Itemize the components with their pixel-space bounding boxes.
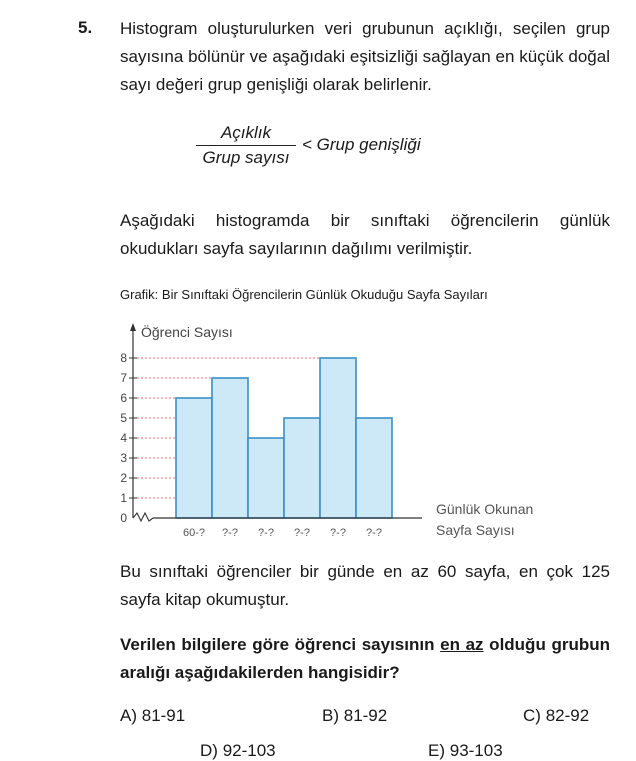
histogram-bar-1 [176,398,212,518]
x-axis-label-line1: Günlük Okunan [436,501,534,517]
y-tick-label-5: 5 [120,411,127,425]
x-tick-label-2: ?-? [222,527,238,539]
y-tick-label-3: 3 [120,451,127,465]
y-tick-label-2: 2 [120,471,127,485]
y-tick-label-6: 6 [120,391,127,405]
answer-letter: D) [200,741,218,760]
question-prompt [120,631,610,687]
fraction [196,122,296,169]
prompt-emphasis: en az [440,635,484,654]
answer-text: 81-91 [141,706,186,725]
x-tick-label-6: ?-? [366,527,382,539]
question-number: 5. [78,18,93,37]
y-axis-arrow [130,323,136,331]
prompt-text-before: Verilen bilgilere göre öğrenci sayısının [120,635,441,654]
y-tick-label-8: 8 [120,351,127,365]
answer-option-e[interactable] [428,741,503,761]
x-tick-label-5: ?-? [330,527,346,539]
histogram-bar-4 [284,418,320,518]
answer-letter: A) [120,706,137,725]
answer-text: 82-92 [545,706,590,725]
x-axis-break [133,513,153,521]
prompt-text-after: olduğu grubun aralığı aşağıdakilerden hangisidir? [120,635,610,682]
answer-option-a[interactable] [120,706,185,726]
y-tick-label-7: 7 [120,371,127,385]
y-tick-label-4: 4 [120,431,127,445]
fraction-denominator: Grup sayısı [202,148,290,167]
histogram-bar-6 [356,418,392,518]
answer-option-c[interactable] [523,706,589,726]
y-axis-label: Öğrenci Sayısı [141,324,233,340]
y-tick-label-1: 1 [120,491,127,505]
y-tick-label-0: 0 [120,511,127,525]
answer-letter: C) [523,706,541,725]
answer-letter: B) [322,706,339,725]
answer-text: 92-103 [222,741,276,760]
answer-text: 81-92 [343,706,388,725]
x-tick-label-3: ?-? [258,527,274,539]
histogram-bar-3 [248,438,284,518]
x-axis-label-line2: Sayfa Sayısı [436,522,515,538]
question-paragraph-1: Histogram oluşturulurken veri grubunun açıklığı, seçilen grup sayısına bölünür ve aşağıdaki eşitsizliği sağlayan en küçük doğal sayı değeri grup genişliği olarak belirlenir. [120,19,610,94]
question-paragraph-2: Aşağıdaki histogramda bir sınıftaki öğrencilerin günlük okudukları sayfa sayılarının dağılımı verilmiştir. [120,211,610,258]
x-tick-label-1: 60-? [182,527,206,539]
histogram-bar-2 [212,378,248,518]
formula-rhs: < Grup genişliği [302,135,421,154]
answer-text: 93-103 [449,741,503,760]
histogram-chart [110,315,580,545]
fraction-numerator: Açıklık [220,123,272,142]
answer-option-d[interactable] [200,741,276,761]
answer-letter: E) [428,741,445,760]
chart-caption: Grafik: Bir Sınıftaki Öğrencilerin Günlük Okuduğu Sayfa Sayıları [120,287,488,302]
fraction-bar [196,145,296,146]
answer-option-b[interactable] [322,706,387,726]
x-tick-label-4: ?-? [294,527,310,539]
question-paragraph-3: Bu sınıftaki öğrenciler bir günde en az 60 sayfa, en çok 125 sayfa kitap okumuştur. [120,562,610,609]
histogram-bar-5 [320,358,356,518]
